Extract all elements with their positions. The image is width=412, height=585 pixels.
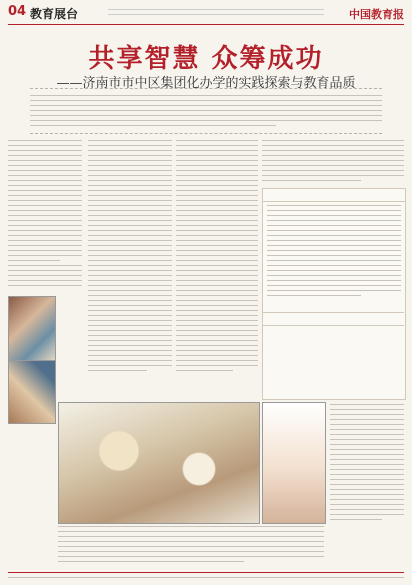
column-4-top [262,140,404,185]
section-name: 教育展台 [30,7,79,21]
header-rule [108,9,324,10]
text-block [8,140,82,286]
text-block [176,140,258,371]
column-3 [176,140,258,375]
masthead-logo: 中国教育报 [349,8,404,21]
column-bottom [58,526,324,566]
text-block [330,404,404,520]
photo-classroom [8,360,56,424]
text-block [30,95,382,130]
intro-paragraph [30,88,382,134]
page-number: 04 [8,4,27,19]
photo-group-activity [58,402,260,524]
sidebar-box [262,188,406,400]
feature-subtitle: ——济南市市中区集团化办学的实践探索与教育品质 [56,76,356,91]
text-block [267,205,401,300]
column-4-bottom [330,404,404,524]
photo-students [8,296,56,362]
page-header [8,4,404,25]
text-block [58,526,324,562]
photo-teacher [262,402,326,524]
footer-text [8,577,404,578]
feature-title: 共享智慧 众筹成功 [88,44,324,74]
column-2 [88,140,172,375]
page-footer [8,572,404,583]
sidebar-subheading [262,312,404,326]
text-block [88,140,172,371]
header-rule [108,14,324,15]
column-1 [8,140,82,290]
sidebar-heading [263,189,405,202]
text-block [262,140,404,181]
